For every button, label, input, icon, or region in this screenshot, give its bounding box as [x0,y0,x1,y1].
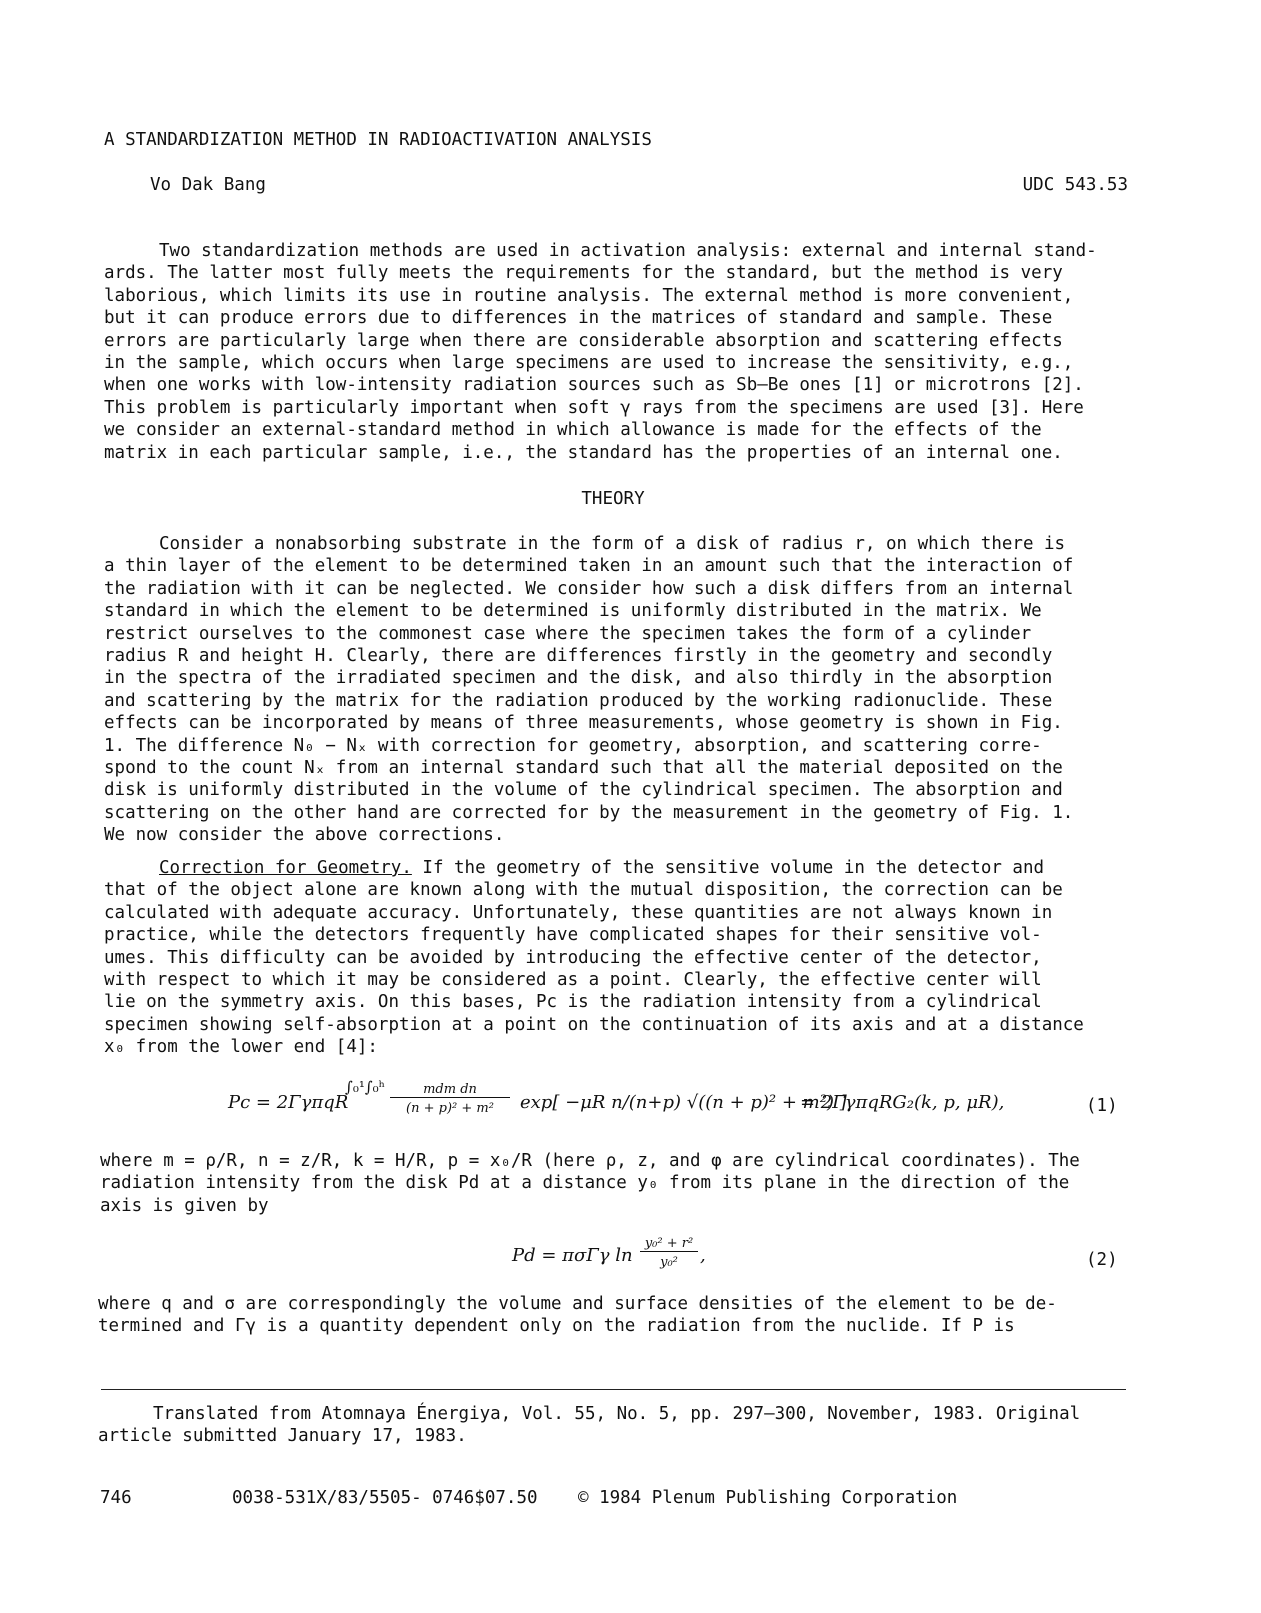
theory-line: standard in which the element to be determined is uniformly distributed in the matrix. We [104,601,1042,622]
geometry-line: with respect to which it may be considered as a point. Clearly, the effective center will [104,970,1042,991]
geometry-first-line-rest: If the geometry of the sensitive volume in the detector and [411,858,1045,878]
abstract-line: in the sample, which occurs when large specimens are used to increase the sensitivity, e.g., [104,353,1074,374]
eq1-lhs: Pc = 2ΓγπqR [228,1092,349,1113]
eq2-fraction-numerator: y₀² + r² [640,1236,698,1252]
publication-code: 0038-531X/83/5505- 0746$07.50 [232,1488,538,1508]
abstract-line: we consider an external-standard method in which allowance is made for the effects of the [104,420,1042,441]
paper-title: A STANDARDIZATION METHOD IN RADIOACTIVATION ANALYSIS [104,130,652,150]
theory-paragraph [104,533,1149,847]
geometry-line: lie on the symmetry axis. On this bases, Pc is the radiation intensity from a cylindrical [104,992,1042,1013]
after-eq1-line: axis is given by [100,1195,269,1216]
author-name: Vo Dak Bang [150,175,266,195]
abstract-line: when one works with low-intensity radiation sources such as Sb–Be ones [1] or microtrons [2]. [104,375,1084,396]
section-heading-theory: THEORY [581,489,645,509]
theory-line: the radiation with it can be neglected. We consider how such a disk differs from an internal [104,578,1074,599]
subheading-geometry: Correction for Geometry. [159,858,412,878]
geometry-line: specimen showing self-absorption at a point on the continuation of its axis and at a distance [104,1014,1084,1035]
theory-line: effects can be incorporated by means of three measurements, whose geometry is shown in Fig. [104,713,1063,734]
theory-line: in the spectra of the irradiated specimen and the disk, and also thirdly in the absorption [104,668,1053,689]
abstract-line: laborious, which limits its use in routine analysis. The external method is more convenient, [104,285,1074,306]
theory-line: scattering on the other hand are corrected for by the measurement in the geometry of Fig. 1. [104,802,1074,823]
eq2-fraction-denominator: y₀² [660,1255,678,1270]
geometry-line: that of the object alone are known along with the mutual disposition, the correction can be [104,880,1063,901]
after-eq1-paragraph [100,1150,1145,1217]
footnote-divider [101,1389,1126,1390]
page-number: 746 [100,1488,132,1508]
abstract-line: This problem is particularly important when soft γ rays from the specimens are used [3]. Here [104,397,1084,418]
theory-line: radius R and height H. Clearly, there are differences firstly in the geometry and secondly [104,646,1053,667]
theory-line: 1. The difference N₀ − Nₓ with correction for geometry, absorption, and scattering corre- [104,735,1042,756]
geometry-line: calculated with adequate accuracy. Unfortunately, these quantities are not always known in [104,902,1053,923]
eq2-tail: , [700,1245,706,1266]
theory-line: disk is uniformly distributed in the volume of the cylindrical specimen. The absorption and [104,780,1063,801]
abstract-line: errors are particularly large when there are considerable absorption and scattering effects [104,330,1063,351]
abstract-line: Two standardization methods are used in activation analysis: external and internal stand- [159,241,1097,261]
footnote [98,1403,1143,1447]
after-eq1-line: radiation intensity from the disk Pd at a distance y₀ from its plane in the direction of the [100,1173,1070,1194]
eq1-number: (1) [1086,1096,1118,1116]
footnote-line: Translated from Atomnaya Énergiya, Vol. 55, No. 5, pp. 297–300, November, 1983. Original [153,1404,1081,1424]
geometry-first-line [104,857,1149,879]
udc-code: UDC 543.53 [1022,175,1128,195]
eq1-integral-limits: ∫₀¹∫₀ʰ [345,1078,386,1096]
theory-line: a thin layer of the element to be determined taken in an amount such that the interaction of [104,556,1074,577]
theory-line: restrict ourselves to the commonest case where the specimen takes the form of a cylinder [104,623,1032,644]
copyright-notice: © 1984 Plenum Publishing Corporation [578,1488,958,1508]
eq2-lhs: Pd = πσΓγ ln [512,1245,633,1266]
eq1-exponential: exp[ −μR n/(n+p) √((n + p)² + m²) ] [520,1092,847,1113]
geometry-line: x₀ from the lower end [4]: [104,1037,378,1058]
theory-line: Consider a nonabsorbing substrate in the form of a disk of radius r, on which there is [159,534,1066,554]
geometry-line: practice, while the detectors frequently have complicated shapes for their sensitive vol- [104,925,1042,946]
abstract-line: ards. The latter most fully meets the requirements for the standard, but the method is very [104,263,1063,284]
geometry-line: umes. This difficulty can be avoided by introducing the effective center of the detector, [104,947,1042,968]
theory-line: We now consider the above corrections. [104,825,505,846]
after-eq1-line: where m = ρ/R, n = z/R, k = H/R, p = x₀/R (here ρ, z, and φ are cylindrical coordinates). The [100,1151,1080,1171]
abstract-paragraph [104,240,1149,464]
abstract-line: matrix in each particular sample, i.e., the standard has the properties of an internal one. [104,442,1063,463]
eq1-fraction-denominator: (n + p)² + m² [406,1101,494,1116]
theory-line: and scattering by the matrix for the radiation produced by the working radionuclide. These [104,690,1053,711]
eq1-fraction-numerator: mdm dn [390,1082,510,1098]
after-eq2-paragraph [98,1293,1143,1338]
geometry-paragraph [104,857,1149,1059]
eq2-number: (2) [1086,1250,1118,1270]
abstract-line: but it can produce errors due to differences in the matrices of standard and sample. These [104,308,1053,329]
footnote-line: article submitted January 17, 1983. [98,1426,467,1446]
eq1-rhs: = 2ΓγπqRG₂(k, p, μR), [800,1092,1005,1113]
after-eq2-line: where q and σ are correspondingly the volume and surface densities of the element to be de- [98,1294,1057,1314]
theory-line: spond to the count Nₓ from an internal standard such that all the material deposited on the [104,758,1063,779]
after-eq2-line: termined and Γγ is a quantity dependent only on the radiation from the nuclide. If P is [98,1316,1015,1337]
